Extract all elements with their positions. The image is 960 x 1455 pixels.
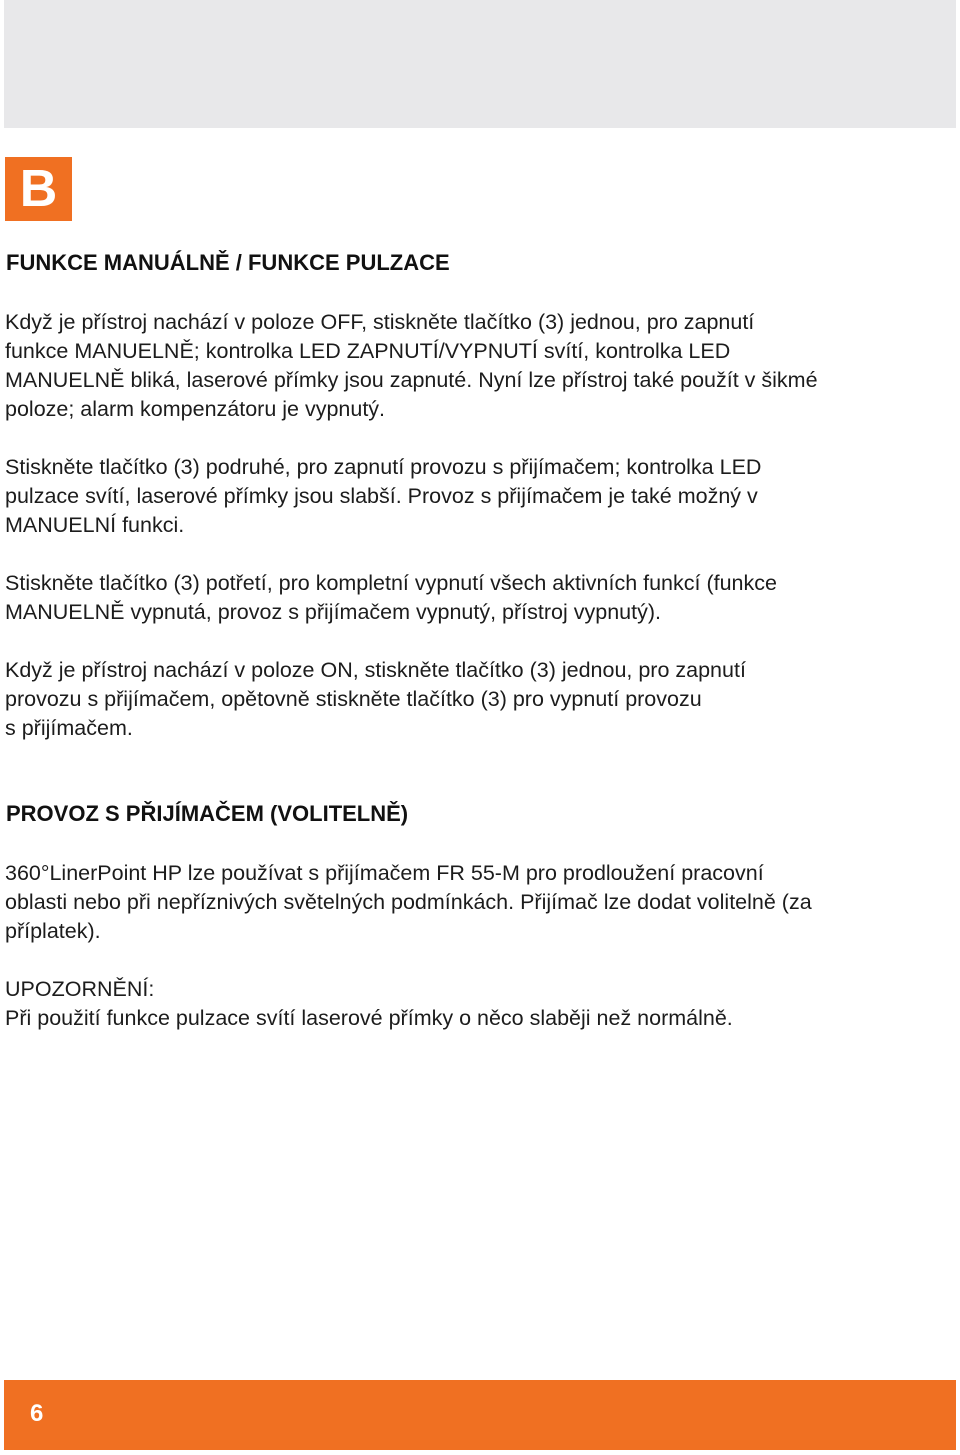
paragraph-on-position <box>5 656 953 743</box>
paragraph-receiver <box>5 859 953 946</box>
warning-text: Při použití funkce pulzace svítí laserové přímky o něco slaběji než normálně. <box>5 1006 733 1030</box>
text-line: MANUELNÍ funkci. <box>5 513 185 537</box>
text-line: pulzace svítí, laserové přímky jsou slabší. Provoz s přijímačem je také možný v <box>5 484 758 508</box>
header-band <box>4 0 956 128</box>
warning-note <box>5 975 953 1033</box>
text-line: oblasti nebo při nepříznivých světelných podmínkách. Přijímač lze dodat volitelně (za <box>5 890 812 914</box>
text-line: Když je přístroj nachází v poloze ON, stiskněte tlačítko (3) jednou, pro zapnutí <box>5 658 746 682</box>
text-line: Stiskněte tlačítko (3) podruhé, pro zapnutí provozu s přijímačem; kontrolka LED <box>5 455 762 479</box>
warning-label: UPOZORNĚNÍ: <box>5 977 155 1001</box>
footer-band <box>4 1380 956 1450</box>
text-line: MANUELNĚ bliká, laserové přímky jsou zapnuté. Nyní lze přístroj také použít v šikmé <box>5 368 818 392</box>
paragraph-manual-mode <box>5 308 953 424</box>
paragraph-switch-off <box>5 569 953 627</box>
text-line: funkce MANUELNĚ; kontrolka LED ZAPNUTÍ/VYPNUTÍ svítí, kontrolka LED <box>5 339 731 363</box>
text-line: příplatek). <box>5 919 101 943</box>
text-line: 360°LinerPoint HP lze používat s přijímačem FR 55-M pro prodloužení pracovní <box>5 861 764 885</box>
section-heading-receiver: PROVOZ S PŘIJÍMAČEM (VOLITELNĚ) <box>6 801 409 826</box>
section-heading-functions: FUNKCE MANUÁLNĚ / FUNKCE PULZACE <box>6 250 450 275</box>
text-line: MANUELNĚ vypnutá, provoz s přijímačem vypnutý, přístroj vypnutý). <box>5 600 661 624</box>
text-line: Když je přístroj nachází v poloze OFF, stiskněte tlačítko (3) jednou, pro zapnutí <box>5 310 755 334</box>
text-line: s přijímačem. <box>5 716 133 740</box>
paragraph-pulse-mode <box>5 453 953 540</box>
text-line: Stiskněte tlačítko (3) potřetí, pro kompletní vypnutí všech aktivních funkcí (funkce <box>5 571 777 595</box>
page-number: 6 <box>30 1400 44 1427</box>
text-line: provozu s přijímačem, opětovně stiskněte tlačítko (3) pro vypnutí provozu <box>5 687 702 711</box>
text-line: poloze; alarm kompenzátoru je vypnutý. <box>5 397 386 421</box>
section-badge: B <box>5 157 72 221</box>
